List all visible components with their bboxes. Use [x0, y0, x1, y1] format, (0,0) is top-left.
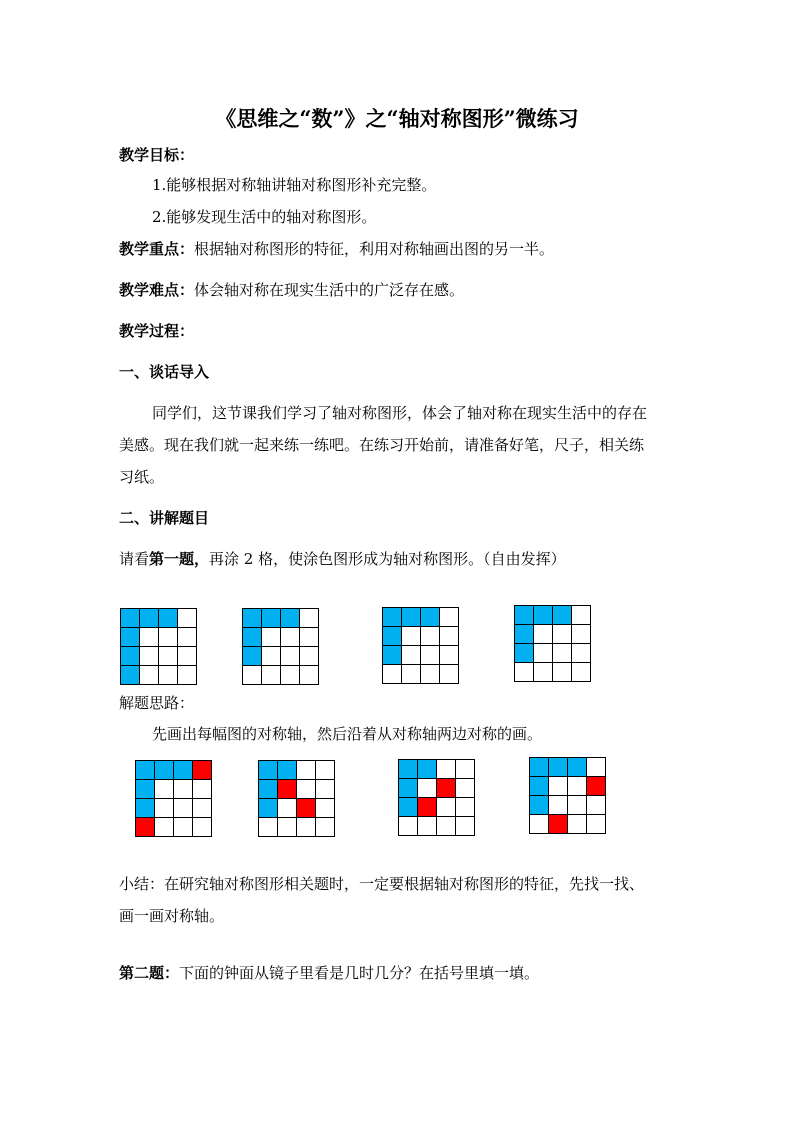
grid-cell [553, 644, 572, 663]
grid-cell-red [136, 818, 155, 837]
process-heading: 教学过程： [119, 322, 195, 340]
grid-cell [243, 666, 262, 685]
grid-cell [402, 646, 421, 665]
grid-cell [300, 647, 319, 666]
grid-cell [456, 798, 475, 817]
question-grid [514, 605, 591, 682]
grid-cell-blue [418, 760, 437, 779]
grid-cell [140, 628, 159, 647]
grid-cell [402, 665, 421, 684]
grid-cell [572, 625, 591, 644]
grid-cell-blue [262, 609, 281, 628]
grid-cell [456, 817, 475, 836]
grid-cell-red [193, 761, 212, 780]
grid-cell [399, 817, 418, 836]
grid-cell [155, 799, 174, 818]
grid-cell [402, 627, 421, 646]
grid-cell [440, 646, 459, 665]
grid-cell [193, 780, 212, 799]
grid-cell [440, 665, 459, 684]
grid-cell [316, 761, 335, 780]
section1-line-2: 美感。现在我们就一起来练一练吧。在练习开始前，请准备好笔，尺子，相关练 [119, 436, 645, 454]
question-grid [382, 607, 459, 684]
grid-cell [568, 777, 587, 796]
grid-cell-red [297, 799, 316, 818]
grid-cell [421, 627, 440, 646]
goal-item-1: 1.能够根据对称轴讲轴对称图形补充完整。 [152, 176, 437, 194]
grid-cell [297, 818, 316, 837]
grid-cell [300, 609, 319, 628]
grid-cell [440, 608, 459, 627]
approach-label: 解题思路： [119, 694, 195, 712]
grid-cell-blue [534, 606, 553, 625]
grid-cell [456, 760, 475, 779]
answer-grid [398, 759, 475, 836]
grid-cell-blue [278, 761, 297, 780]
grid-cell-red [437, 779, 456, 798]
grid-cell [278, 799, 297, 818]
grid-cell [174, 818, 193, 837]
grid-cell-blue [399, 779, 418, 798]
question-2-label: 第二题： [119, 964, 180, 982]
grid-cell [549, 777, 568, 796]
grid-cell [316, 818, 335, 837]
question-grid [242, 608, 319, 685]
grid-cell [587, 758, 606, 777]
grid-cell [178, 666, 197, 685]
grid-cell-red [587, 777, 606, 796]
grid-cell [155, 818, 174, 837]
grid-cell [159, 628, 178, 647]
grid-cell-blue [155, 761, 174, 780]
grid-cell [421, 646, 440, 665]
grid-cell [572, 663, 591, 682]
grid-cell [262, 666, 281, 685]
grid-cell [193, 799, 212, 818]
section1-line-3: 习纸。 [119, 468, 165, 486]
grid-cell [418, 817, 437, 836]
key-point-label: 教学重点： [119, 240, 195, 258]
question-1-line [119, 549, 566, 569]
grid-cell-blue [383, 627, 402, 646]
question-1-text: 再涂 2 格，使涂色图形成为轴对称图形。（自由发挥） [209, 550, 566, 568]
answer-grid [135, 760, 212, 837]
grid-cell-red [418, 798, 437, 817]
grid-cell [568, 796, 587, 815]
grid-cell [297, 761, 316, 780]
grid-cell-blue [383, 608, 402, 627]
grid-cell [300, 628, 319, 647]
grid-cell [140, 666, 159, 685]
question-2-text: 下面的钟面从镜子里看是几时几分？在括号里填一填。 [179, 964, 540, 982]
section2-heading: 二、讲解题目 [119, 509, 210, 527]
grid-cell [530, 815, 549, 834]
grid-cell [553, 663, 572, 682]
grid-cell [553, 625, 572, 644]
grid-cell-blue [136, 780, 155, 799]
grid-cell [262, 647, 281, 666]
section1-heading: 一、谈话导入 [119, 363, 210, 381]
grid-cell [421, 665, 440, 684]
grid-cell [437, 817, 456, 836]
grid-cell [178, 628, 197, 647]
grid-cell-blue [121, 666, 140, 685]
grid-cell [259, 818, 278, 837]
grid-cell [278, 818, 297, 837]
grid-cell [383, 665, 402, 684]
grid-cell [437, 760, 456, 779]
grid-cell-blue [549, 758, 568, 777]
grid-cell [572, 644, 591, 663]
grid-cell [534, 663, 553, 682]
grid-cell [534, 644, 553, 663]
grid-cell-blue [136, 799, 155, 818]
grid-cell [534, 625, 553, 644]
grid-cell-blue [530, 777, 549, 796]
grid-cell-blue [530, 758, 549, 777]
grid-cell-blue [243, 628, 262, 647]
grid-cell-blue [553, 606, 572, 625]
grid-cell-blue [399, 760, 418, 779]
grid-cell [440, 627, 459, 646]
grid-cell [262, 628, 281, 647]
answer-grid [258, 760, 335, 837]
grid-cell [178, 609, 197, 628]
grid-cell-blue [530, 796, 549, 815]
grid-cell [140, 647, 159, 666]
grid-cell [418, 779, 437, 798]
grid-cell [159, 647, 178, 666]
grid-cell-blue [399, 798, 418, 817]
grid-cell [281, 666, 300, 685]
grid-cell-blue [121, 647, 140, 666]
grid-cell [568, 815, 587, 834]
goals-heading: 教学目标： [119, 146, 195, 164]
question-1-prefix: 请看 [119, 550, 150, 568]
key-point-text: 根据轴对称图形的特征，利用对称轴画出图的另一半。 [194, 240, 555, 258]
summary-line-2: 画一画对称轴。 [119, 907, 225, 925]
grid-cell [193, 818, 212, 837]
grid-cell [174, 780, 193, 799]
grid-cell-blue [159, 609, 178, 628]
grid-cell [587, 796, 606, 815]
grid-cell [456, 779, 475, 798]
grid-cell-blue [568, 758, 587, 777]
grid-cell-blue [515, 644, 534, 663]
grid-cell [316, 780, 335, 799]
difficulty-text: 体会轴对称在现实生活中的广泛存在感。 [194, 281, 465, 299]
grid-cell-blue [243, 609, 262, 628]
grid-cell [159, 666, 178, 685]
grid-cell-blue [243, 647, 262, 666]
grid-cell-blue [259, 761, 278, 780]
question-grid [120, 608, 197, 685]
grid-cell-blue [136, 761, 155, 780]
grid-cell [174, 799, 193, 818]
grid-cell-blue [174, 761, 193, 780]
grid-cell-blue [402, 608, 421, 627]
section1-line-1: 同学们，这节课我们学习了轴对称图形，体会了轴对称在现实生活中的存在 [152, 404, 648, 422]
grid-cell [572, 606, 591, 625]
key-point-line [119, 239, 554, 259]
grid-cell [437, 798, 456, 817]
grid-cell-blue [121, 628, 140, 647]
grid-cell-blue [515, 606, 534, 625]
goal-item-2: 2.能够发现生活中的轴对称图形。 [152, 208, 377, 226]
grid-cell [549, 796, 568, 815]
grid-cell [587, 815, 606, 834]
grid-cell-blue [140, 609, 159, 628]
grid-cell-red [549, 815, 568, 834]
grid-cell [300, 666, 319, 685]
approach-text: 先画出每幅图的对称轴，然后沿着从对称轴两边对称的画。 [152, 725, 543, 743]
grid-cell [281, 647, 300, 666]
question-2-line [119, 963, 539, 983]
grid-cell-blue [259, 799, 278, 818]
grid-cell-blue [515, 625, 534, 644]
grid-cell-blue [281, 609, 300, 628]
grid-cell [316, 799, 335, 818]
grid-cell-blue [383, 646, 402, 665]
grid-cell [281, 628, 300, 647]
difficulty-line [119, 280, 464, 300]
grid-cell-blue [259, 780, 278, 799]
grid-cell [178, 647, 197, 666]
grid-cell-blue [121, 609, 140, 628]
answer-grid [529, 757, 606, 834]
grid-cell [155, 780, 174, 799]
grid-cell [515, 663, 534, 682]
question-1-label: 第一题， [149, 550, 210, 568]
grid-cell-blue [421, 608, 440, 627]
summary-line-1: 小结：在研究轴对称图形相关题时，一定要根据轴对称图形的特征，先找一找、 [119, 875, 645, 893]
page-title: 《思维之“数”》之“轴对称图形”微练习 [215, 106, 579, 131]
grid-cell [297, 780, 316, 799]
difficulty-label: 教学难点： [119, 281, 195, 299]
grid-cell-red [278, 780, 297, 799]
